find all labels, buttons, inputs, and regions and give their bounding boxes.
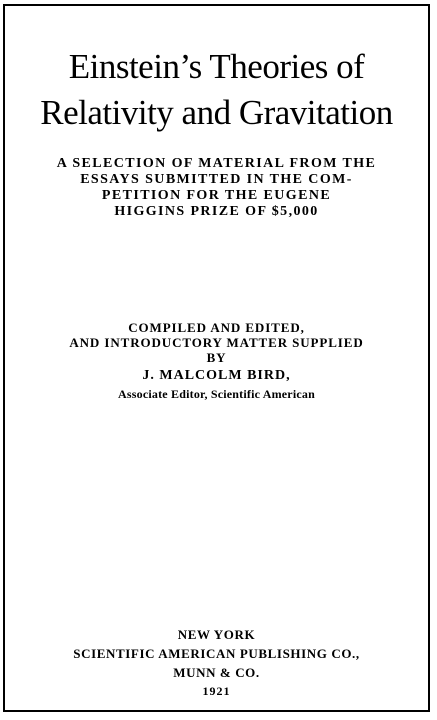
editor-credits	[5, 320, 428, 402]
imprint-year: 1921	[202, 684, 231, 698]
title-line-1: Einstein’s Theories of	[68, 47, 365, 86]
subtitle-line-3: PETITION FOR THE EUGENE	[101, 188, 332, 203]
subtitle-line-4: HIGGINS PRIZE OF $5,000	[114, 204, 319, 219]
credits-line-3: BY	[206, 350, 227, 365]
editor-affiliation: Associate Editor, Scientific American	[118, 387, 315, 401]
credits-line-1: COMPILED AND EDITED,	[128, 320, 305, 335]
imprint-publisher: SCIENTIFIC AMERICAN PUBLISHING CO.,	[73, 646, 360, 661]
book-subtitle	[5, 156, 428, 220]
title-page	[3, 4, 430, 712]
publisher-imprint	[5, 625, 428, 701]
book-title	[5, 44, 428, 136]
editor-name: J. MALCOLM BIRD,	[142, 368, 291, 383]
subtitle-line-2: ESSAYS SUBMITTED IN THE COM-	[80, 172, 353, 187]
subtitle-line-1: A SELECTION OF MATERIAL FROM THE	[56, 156, 377, 171]
credits-line-2: AND INTRODUCTORY MATTER SUPPLIED	[69, 335, 364, 350]
imprint-publisher-2: MUNN & CO.	[173, 665, 260, 680]
imprint-city: NEW YORK	[177, 627, 256, 642]
title-line-2: Relativity and Gravitation	[40, 93, 393, 132]
